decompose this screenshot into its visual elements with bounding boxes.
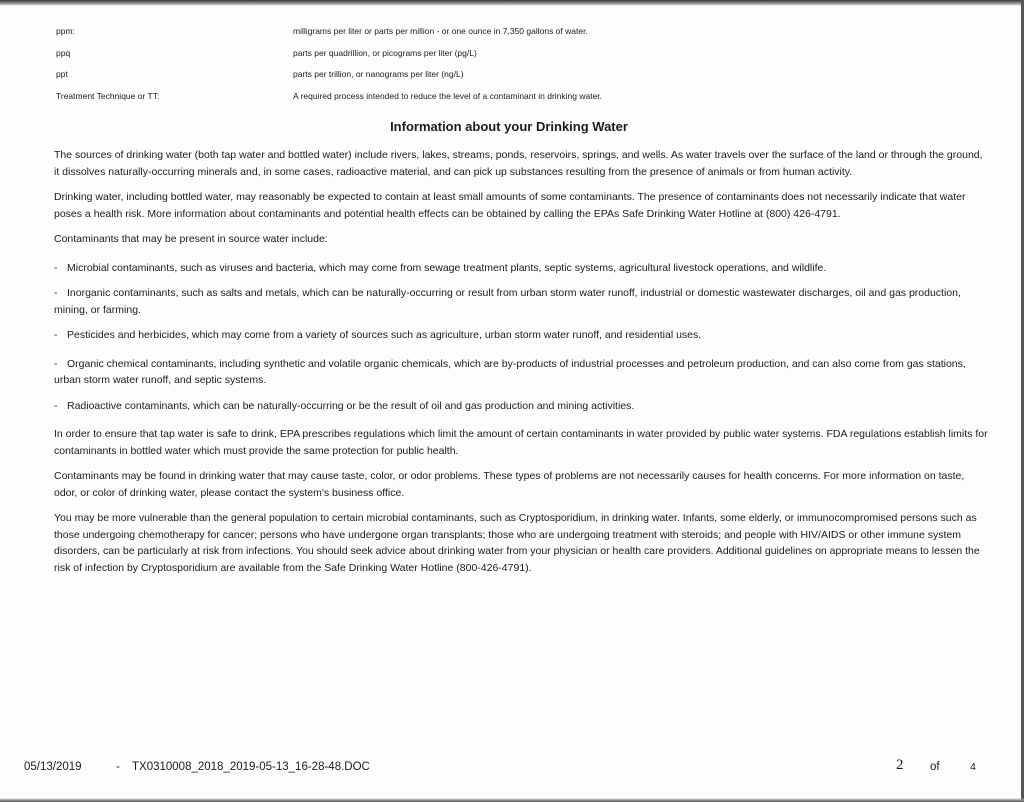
bullet-item (54, 356, 990, 389)
definition-term: ppt (56, 69, 68, 79)
paragraph-sources: The sources of drinking water (both tap water and bottled water) include rivers, lakes, streams, ponds, reservoirs, springs, and wells. As water travels over the surface of the land or through the ground, it dissolves naturally-occurring minerals and, in some cases, radioactive material, and can pick up substances resulting from the presence of animals or from human activity. (54, 149, 983, 178)
definition-row (56, 67, 976, 89)
bullet-text: Organic chemical contaminants, including synthetic and volatile organic chemicals, which are by-products of industrial processes and petroleum production, and can also come from gas stations, urban storm water runoff, and septic systems. (54, 357, 966, 386)
paragraph-drinking-water: Drinking water, including bottled water, may reasonably be expected to contain at least small amounts of some contaminants. The presence of contaminants does not necessarily indicate that water poses a health risk. More information about contaminants and potential health effects can be obtained by calling the EPAs Safe Drinking Water Hotline at (800) 426-4791. (54, 191, 966, 220)
footer-date: 05/13/2019 (24, 761, 82, 773)
definition-term: Treatment Technique or TT: (56, 90, 160, 101)
bullet-text: Inorganic contaminants, such as salts and metals, which can be naturally-occurring or result from urban storm water runoff, industrial or domestic wastewater discharges, oil and gas production, mining, or farming. (54, 287, 961, 316)
bullet-marker: - (54, 357, 58, 370)
bullet-text: Pesticides and herbicides, which may come from a variety of sources such as agriculture, urban storm water runoff, and residential uses. (67, 329, 702, 341)
bullet-text: Microbial contaminants, such as viruses and bacteria, which may come from sewage treatment plants, septic systems, agricultural livestock operations, and wildlife. (67, 261, 827, 274)
bullet-marker: - (54, 261, 58, 274)
paragraph-epa: In order to ensure that tap water is safe to drink, EPA prescribes regulations which limit the amount of certain contaminants in water provided by public water systems. FDA regulations establish limits for contaminants in bottled water which must provide the same protection for public health. (54, 428, 988, 457)
body-text (54, 147, 990, 576)
footer-page-total: 4 (970, 761, 976, 773)
footer-separator: - (116, 761, 120, 773)
scan-edge-bottom (0, 798, 1024, 802)
bullet-item (54, 398, 990, 415)
paragraph-contaminants-intro: Contaminants that may be present in source water include: (54, 233, 328, 245)
page-footer (0, 757, 1024, 777)
definition-description: A required process intended to reduce the level of a contaminant in drinking water. (293, 90, 603, 101)
definition-description: parts per quadrillion, or picograms per liter (pg/L) (293, 47, 477, 58)
definition-description: milligrams per liter or parts per million - or one ounce in 7,350 gallons of water. (293, 26, 588, 36)
paragraph-taste: Contaminants may be found in drinking water that may cause taste, color, or odor problems. These types of problems are not necessarily causes for health concerns. For more information on taste, odor, or color of drinking water, please contact the system's business office. (54, 470, 965, 499)
bullet-item (54, 260, 990, 277)
definition-row (56, 89, 976, 111)
bullet-marker: - (54, 399, 58, 412)
footer-page-number: 2 (896, 757, 904, 773)
definition-description: parts per trillion, or nanograms per liter (ng/L) (293, 69, 464, 79)
definitions-table (56, 24, 976, 110)
paragraph-vulnerable: You may be more vulnerable than the general population to certain microbial contaminants, such as Cryptosporidium, in drinking water. Infants, some elderly, or immunocompromised persons such as those undergoing chemotherapy for cancer; persons who have undergone organ transplants; those who are undergoing treatment with steroids; and people with HIV/AIDS or other immune system disorders, can be particularly at risk from infections. You should seek advice about drinking water from your physician or health care providers. Additional guidelines on appropriate means to lessen the risk of infection by Cryptosporidium are available from the Safe Drinking Water Hotline (800-426-4791). (54, 512, 980, 574)
section-title: Information about your Drinking Water (390, 119, 628, 134)
footer-of-label: of (930, 761, 940, 773)
bullet-text: Radioactive contaminants, which can be naturally-occurring or be the result of oil and gas production and mining activities. (67, 399, 635, 412)
bullet-marker: - (54, 287, 58, 299)
definition-row (56, 24, 976, 46)
definition-term: ppm: (56, 26, 75, 36)
bullet-item (54, 327, 990, 344)
definition-row (56, 46, 976, 68)
definition-term: ppq (56, 47, 71, 58)
scan-edge-top (0, 0, 1024, 6)
bullet-item (54, 285, 990, 318)
bullet-marker: - (54, 329, 58, 341)
footer-filename: TX0310008_2018_2019-05-13_16-28-48.DOC (132, 761, 370, 773)
